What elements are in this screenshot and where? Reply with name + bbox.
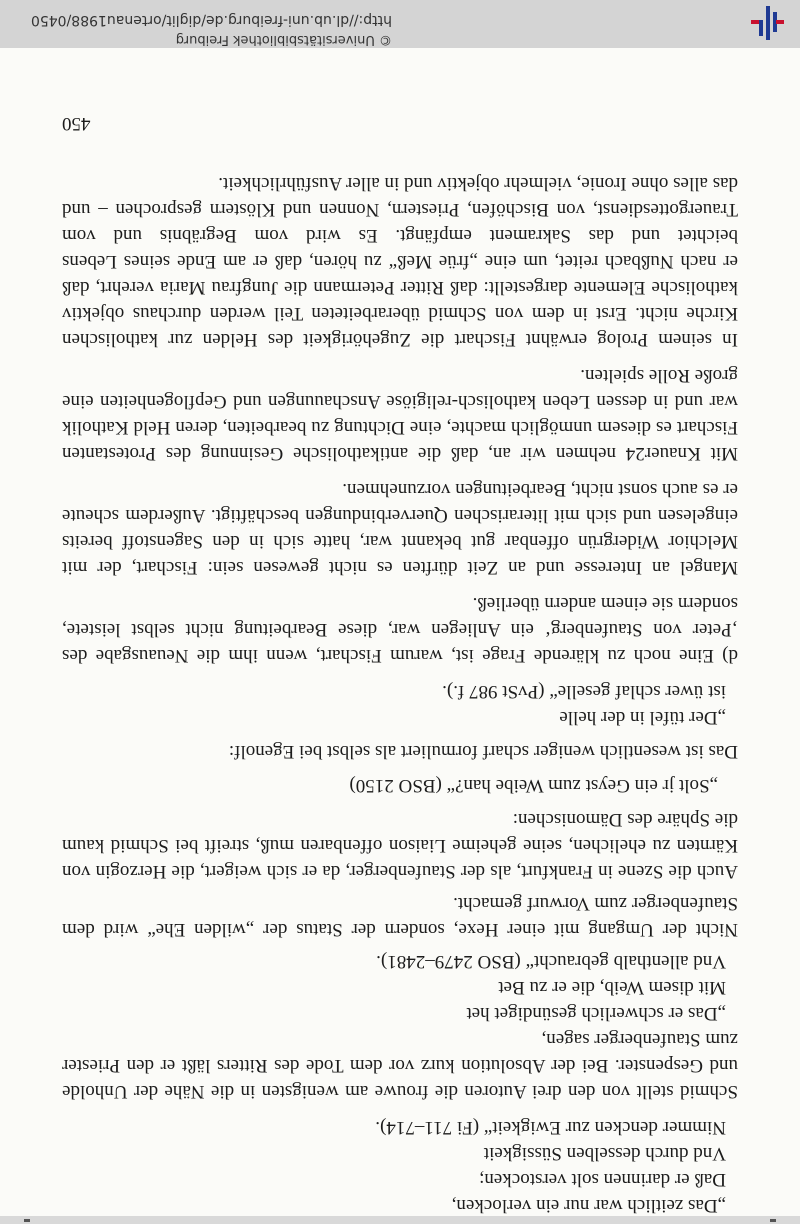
poem-line: Mit disem Weib, die er zu Bet bbox=[498, 977, 726, 998]
document-page bbox=[62, 113, 738, 1218]
paragraph-d-question: d) Eine noch zu klärende Frage ist, warum Fischart, wenn ihm die Neuausgabe des ‚Peter von Staufenberg‘ ein Anliegen war, diese Bearbeitung nicht selbst leistete, sondern sie einem andern überließ. bbox=[62, 593, 738, 666]
poem-line: „Solt jr ein Geyst zum Weibe han?“ (BSO 2150) bbox=[349, 775, 718, 796]
logo-bar bbox=[766, 6, 770, 40]
paragraph-egenolf: Das ist wesentlich weniger scharf formuliert als selbst bei Egenolf: bbox=[228, 741, 738, 762]
paragraph-wilde-ehe: Nicht der Umgang mit einer Hexe, sondern der Status der „wilden Ehe“ wird dem Staufenberger zum Vorwurf gemacht. bbox=[62, 893, 738, 940]
scroll-tick bbox=[770, 1219, 776, 1222]
poem-line: ist üwer schlaf geselle“ (PvSt 987 f.). bbox=[442, 681, 726, 702]
scroll-tick bbox=[24, 1219, 30, 1222]
library-logo-icon bbox=[746, 2, 790, 46]
poem-quote-3 bbox=[62, 678, 738, 730]
poem-quote-2 bbox=[62, 948, 738, 1026]
copyright-text: © Universitätsbibliothek Freiburg bbox=[175, 32, 392, 47]
poem-line: Nimmer dencken zur Ewigkeit“ (Fi 711–714). bbox=[375, 1117, 726, 1138]
source-url-link[interactable]: http://dl.ub.uni-freiburg.de/diglit/ortenau1988/0450 bbox=[30, 12, 392, 28]
poem-line: Vnd allenthalb gebraucht“ (BSO 2479–2481). bbox=[376, 951, 726, 972]
paragraph-schmid-frouwe: Schmid stellt von den drei Autoren die frouwe am wenigsten in die Nähe der Unholde und Gespenster. Bei der Absolution kurz vor dem Tode des Ritters läßt er den Priester zum Staufenberger sagen, bbox=[62, 1029, 738, 1102]
paragraph-knauer: Mit Knauer24 nehmen wir an, daß die antikatholische Gesinnung des Protestanten Fischart es diesem unmöglich machte, eine Dichtung zu bearbeiten, deren Held Katholik war und in dessen Leben katholisch-religiöse Anschauungen und Gepflogenheiten eine große Rolle spielten. bbox=[62, 365, 738, 464]
poem-line: „Das zeitlich war nur ein verlocken, bbox=[451, 1195, 726, 1216]
quote-bso-2150 bbox=[62, 772, 738, 798]
logo-bar bbox=[759, 20, 763, 36]
paragraph-prolog: In seinem Prolog erwähnt Fischart die Zugehörigkeit des Helden zur katholischen Kirche nicht. Erst in dem von Schmid überarbeiteten Teil werden durchaus objektiv katholische Elemente dargestellt: daß Ritter Petermann die Jungfrau Maria verehrt, daß er nach Nußbach reitet, um eine „früe Meß“ zu hören, daß er am Ende seines Lebens beichtet und das Sakrament empfängt. Es wird vom Begräbnis und vom Trauergottesdienst, von Bischöfen, Priestern, Nonnen und Klöstern gesprochen – und das alles ohne Ironie, vielmehr objektiv und in aller Ausführlichkeit. bbox=[62, 173, 738, 350]
viewer-footer bbox=[0, 0, 800, 48]
poem-line: „Der tüfel in der helle bbox=[559, 707, 726, 728]
page-number: 450 bbox=[62, 113, 91, 134]
poem-line: Vnd durch desselben Süssigkeit bbox=[483, 1143, 726, 1164]
poem-line: Daß er darinnen solt verstocken; bbox=[479, 1169, 726, 1190]
logo-bar bbox=[776, 20, 784, 24]
paragraph-frankfurt: Auch die Szene in Frankfurt, als der Staufenberger, da er sich weigert, die Herzogin von Kärnten zu ehelichen, seine geheime Liaison offenbaren muß, streift bei Schmid kaum die Sphäre des Dämonischen: bbox=[62, 809, 738, 882]
paragraph-mangel: Mangel an Interesse und an Zeit dürften es nicht gewesen sein: Fischart, der mit Melchior Widergrün offenbar gut bekannt war, hatte sich in den Sagenstoff bereits eingelesen und sich mit literarischen Querverbindungen beschäftigt. Außerdem scheute er es auch sonst nicht, Bearbeitungen vorzunehmen. bbox=[62, 479, 738, 578]
poem-quote-1 bbox=[62, 1114, 738, 1218]
logo-bar bbox=[751, 20, 759, 24]
poem-line: „Das er schwerlich gesündiget het bbox=[466, 1003, 726, 1024]
